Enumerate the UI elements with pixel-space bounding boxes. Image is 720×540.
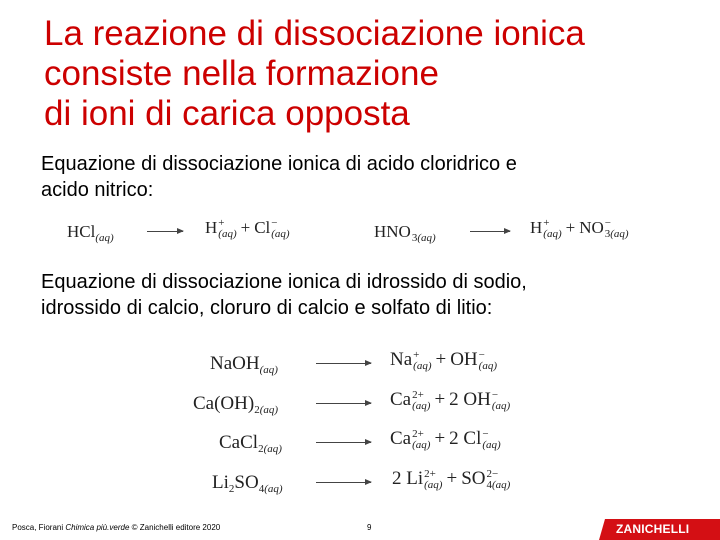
title-line-1: La reazione di dissociazione ionica [44,14,585,53]
footer-credits: Posca, Fiorani Chimica più.verde © Zanichelli editore 2020 [12,523,221,532]
slide-title [44,14,704,134]
equation-hno3: HNO 3(aq) [374,222,436,245]
reaction-arrow [470,231,510,232]
products-cacl2: Ca 2+ (aq) + 2 Cl − (aq) [390,427,501,451]
section-bases-line-1: Equazione di dissociazione ionica di idrossido di sodio, [41,271,527,293]
products-li2so4: 2 Li 2+ (aq) + SO 2− 4(aq) [392,467,511,491]
products-caoh2: Ca 2+ (aq) + 2 OH − (aq) [390,388,511,412]
reaction-arrow [316,482,371,483]
section-bases-line-2: idrossido di calcio, cloruro di calcio e solfato di litio: [41,297,493,319]
book-title: Chimica più.verde [65,523,130,532]
section-bases-salts-text [41,269,681,321]
equation-hcl: HCl$_{(aq)}$ [67,222,114,244]
title-line-3: di ioni di carica opposta [44,94,410,133]
section-acids-line-2: acido nitrico: [41,179,154,201]
section-acids-text [41,151,681,203]
products-hno3: H + (aq) + NO − 3(aq) [530,217,629,241]
publisher-logo: ZANICHELLI [605,519,720,540]
title-line-2: consiste nella formazione [44,54,439,93]
section-acids-line-1: Equazione di dissociazione ionica di acido cloridrico e [41,153,517,175]
equation-cacl2: CaCl$_{2(aq)}$ [219,432,282,455]
page-number: 9 [367,523,372,532]
reaction-arrow [316,363,371,364]
products-hcl: H + (aq) + Cl − (aq) [205,217,290,241]
reaction-arrow [147,231,183,232]
equation-naoh: NaOH$_{(aq)}$ [210,353,278,376]
reaction-arrow [316,403,371,404]
equation-li2so4: $Li_2SO_{4(aq)}$ [212,472,283,495]
equation-caoh2: $Ca(OH)_{2(aq)}$ [193,393,279,416]
products-naoh: Na + (aq) + OH − (aq) [390,348,497,372]
reaction-arrow [316,442,371,443]
reactant-hcl: HCl [67,222,96,241]
